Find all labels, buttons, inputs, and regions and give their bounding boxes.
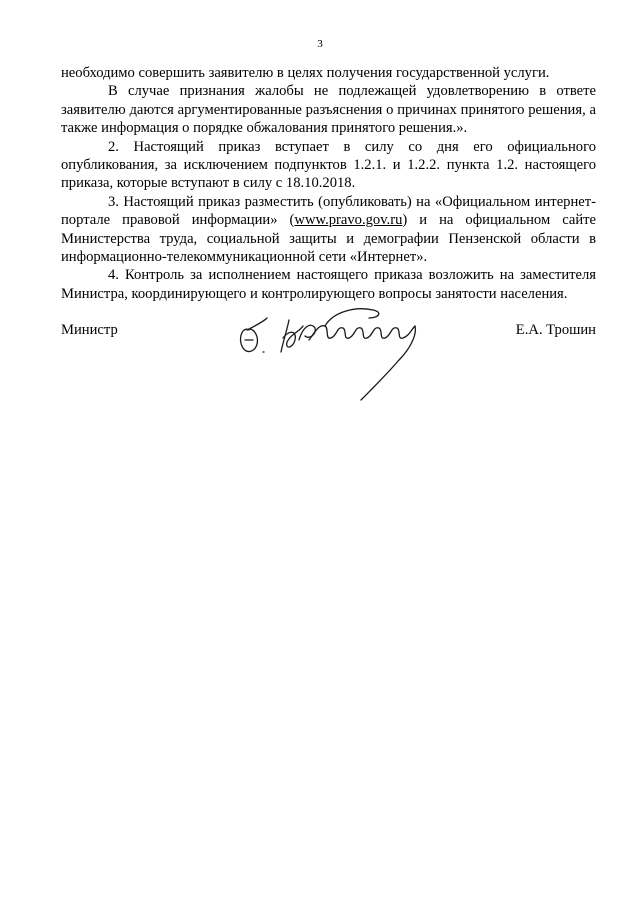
- paragraph-complaint-response: В случае признания жалобы не подлежащей удовлетворению в ответе заявителю даются аргументированные разъяснения о причинах принятого решения, а также информация о порядке обжалования принятого решения.».: [61, 83, 596, 137]
- paragraph-continuation: необходимо совершить заявителю в целях получения государственной услуги.: [61, 65, 550, 81]
- signer-name: Е.А. Трошин: [515, 322, 596, 338]
- paragraph-item-4: 4. Контроль за исполнением настоящего приказа возложить на заместителя Министра, координирующего и контролирующего вопросы занятости населения.: [61, 267, 596, 302]
- document-body: [61, 64, 596, 303]
- paragraph-item-3: [61, 193, 596, 267]
- page-number: 3: [317, 38, 323, 50]
- paragraph-item-3-text-start: 3. Настоящий приказ разместить (опубликовать) на «Официальном интернет-портале правовой информации» (: [61, 193, 596, 229]
- handwritten-signature: [233, 296, 453, 406]
- signer-title: Министр: [61, 322, 118, 338]
- pravo-gov-link[interactable]: www.pravo.gov.ru: [294, 212, 403, 229]
- paragraph-item-2: 2. Настоящий приказ вступает в силу со дня его официального опубликования, за исключением подпунктов 1.2.1. и 1.2.2. пункта 1.2. настоящего приказа, которые вступают в силу с 18.10.2018.: [61, 138, 596, 192]
- signature-block: [61, 310, 596, 400]
- paragraph-item-3-text-end: ) и на официальном сайте Министерства труда, социальной защиты и демографии Пензенской области в информационно-телекоммуникационной сети «Интернет».: [61, 212, 597, 266]
